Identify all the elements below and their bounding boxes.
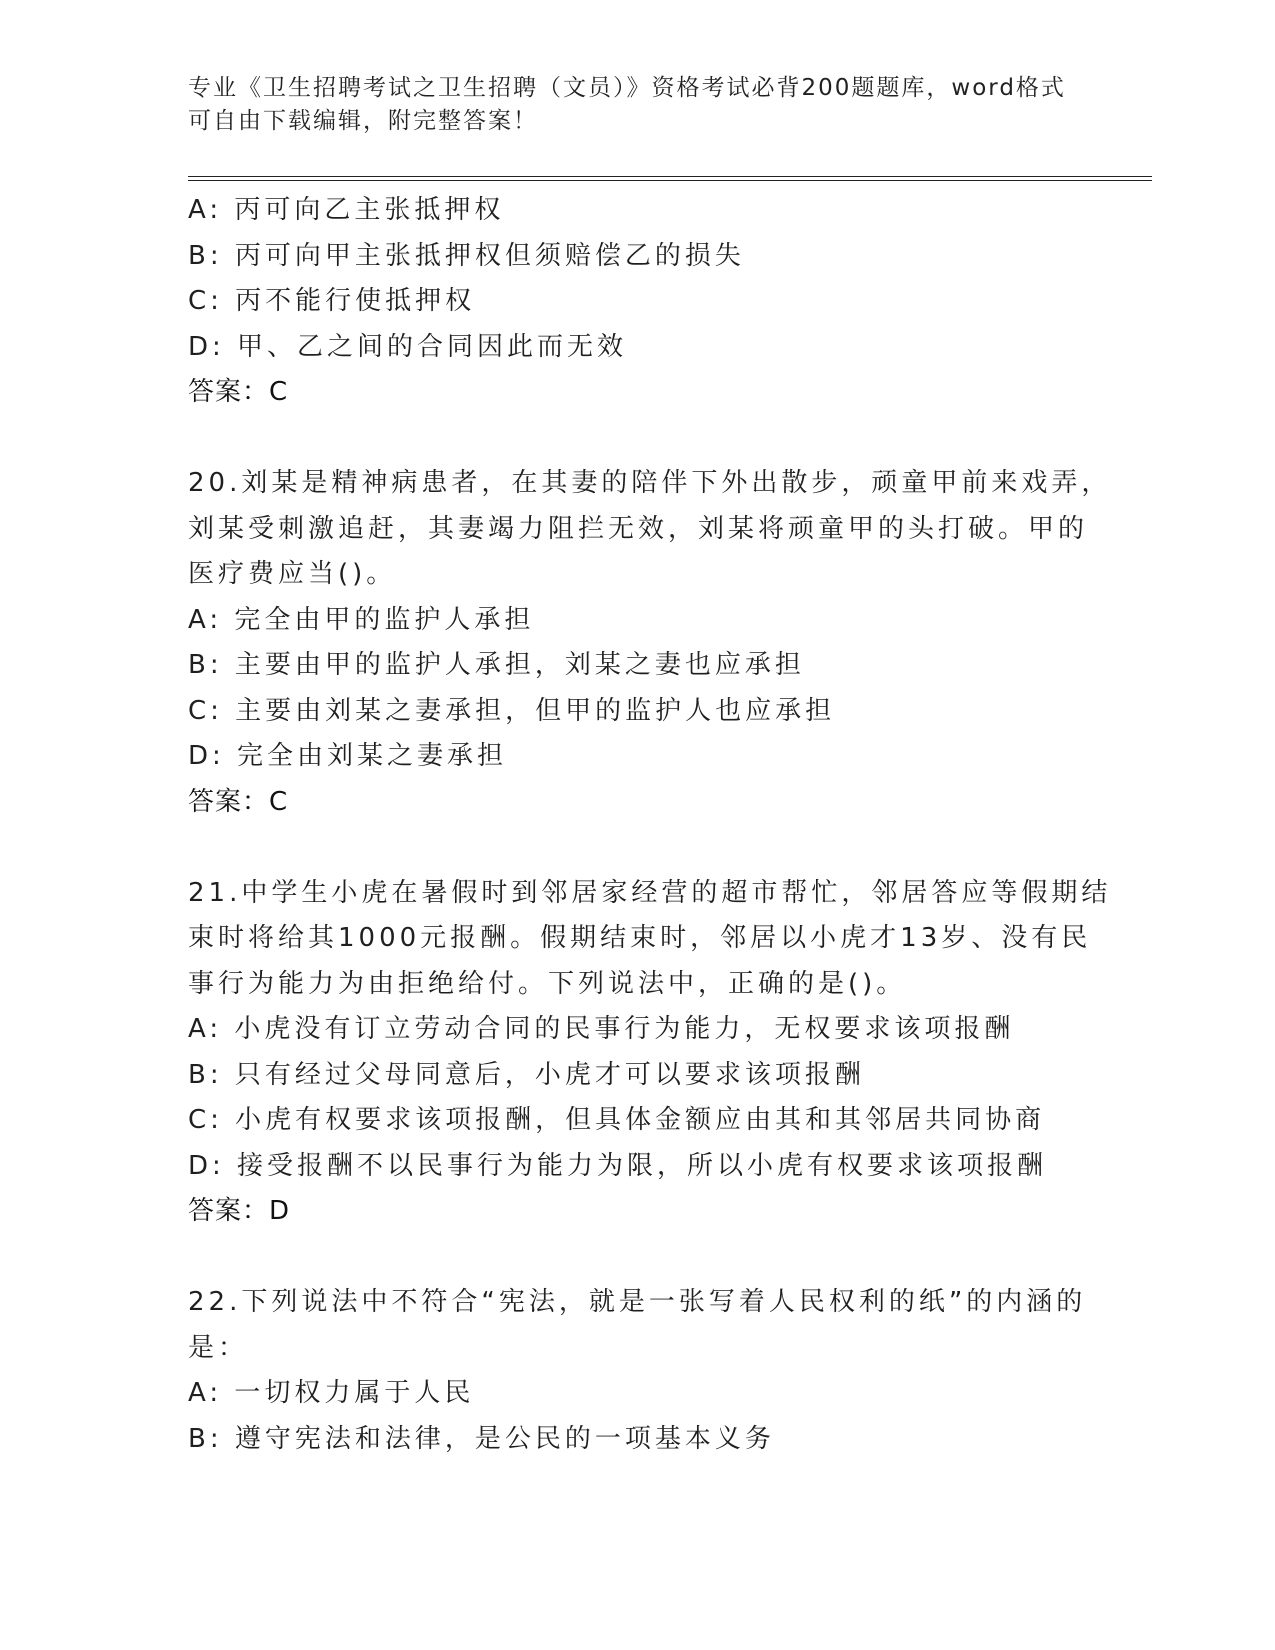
option-c: C: 小虎有权要求该项报酬，但具体金额应由其和其邻居共同协商 (188, 1105, 1046, 1135)
spacer (188, 416, 1088, 462)
option-b: B: 只有经过父母同意后，小虎才可以要求该项报酬 (188, 1059, 865, 1090)
stem-line: 刘某受刺激追赶，其妻竭力阻拦无效，刘某将顽童甲的头打破。甲的 (188, 513, 1089, 544)
question-block (188, 1280, 1088, 1462)
header-line-1: 专业《卫生招聘考试之卫生招聘（文员）》资格考试必背200题题库，word格式 (188, 75, 1066, 101)
option-d: D: 甲、乙之间的合同因此而无效 (188, 331, 628, 362)
option-d: D: 完全由刘某之妻承担 (188, 741, 508, 771)
option-a: A: 小虎没有订立劳动合同的民事行为能力，无权要求该项报酬 (188, 1014, 1015, 1044)
option-a: A: 丙可向乙主张抵押权 (188, 195, 505, 225)
option-b: B: 丙可向甲主张抵押权但须赔偿乙的损失 (188, 240, 745, 271)
option-a: A: 完全由甲的监护人承担 (188, 604, 535, 635)
option-a: A: 一切权力属于人民 (188, 1378, 475, 1408)
document-header (188, 72, 1068, 138)
question-block (188, 461, 1112, 825)
question-stem (188, 461, 1112, 598)
stem-line: 医疗费应当()。 (188, 559, 397, 589)
question-block (188, 871, 1112, 1235)
question-block (188, 188, 1088, 416)
option-b: B: 遵守宪法和法律，是公民的一项基本义务 (188, 1423, 775, 1454)
stem-line: 是： (188, 1332, 249, 1363)
option-d: D: 接受报酬不以民事行为能力为限，所以小虎有权要求该项报酬 (188, 1150, 1048, 1181)
answer-line: 答案：C (188, 377, 289, 407)
answer-line: 答案：D (188, 1196, 291, 1226)
question-list (188, 188, 1112, 1462)
stem-line: 22.下列说法中不符合“宪法，就是一张写着人民权利的纸”的内涵的 (188, 1287, 1087, 1317)
header-double-rule (188, 176, 1152, 181)
stem-line: 20.刘某是精神病患者，在其妻的陪伴下外出散步，顽童甲前来戏弄， (188, 468, 1112, 498)
option-c: C: 主要由刘某之妻承担，但甲的监护人也应承担 (188, 695, 836, 726)
stem-line: 束时将给其1000元报酬。假期结束时，邻居以小虎才13岁、没有民 (188, 923, 1092, 953)
stem-line: 21.中学生小虎在暑假时到邻居家经营的超市帮忙，邻居答应等假期结 (188, 877, 1112, 908)
question-stem (188, 871, 1112, 1008)
spacer (188, 825, 1088, 871)
spacer (188, 1235, 1088, 1281)
option-c: C: 丙不能行使抵押权 (188, 286, 476, 316)
header-line-2: 可自由下载编辑，附完整答案！ (188, 108, 538, 134)
question-stem (188, 1280, 1088, 1371)
stem-line: 事行为能力为由拒绝给付。下列说法中，正确的是()。 (188, 968, 907, 999)
answer-line: 答案：C (188, 786, 289, 817)
option-b: B: 主要由甲的监护人承担，刘某之妻也应承担 (188, 650, 805, 680)
